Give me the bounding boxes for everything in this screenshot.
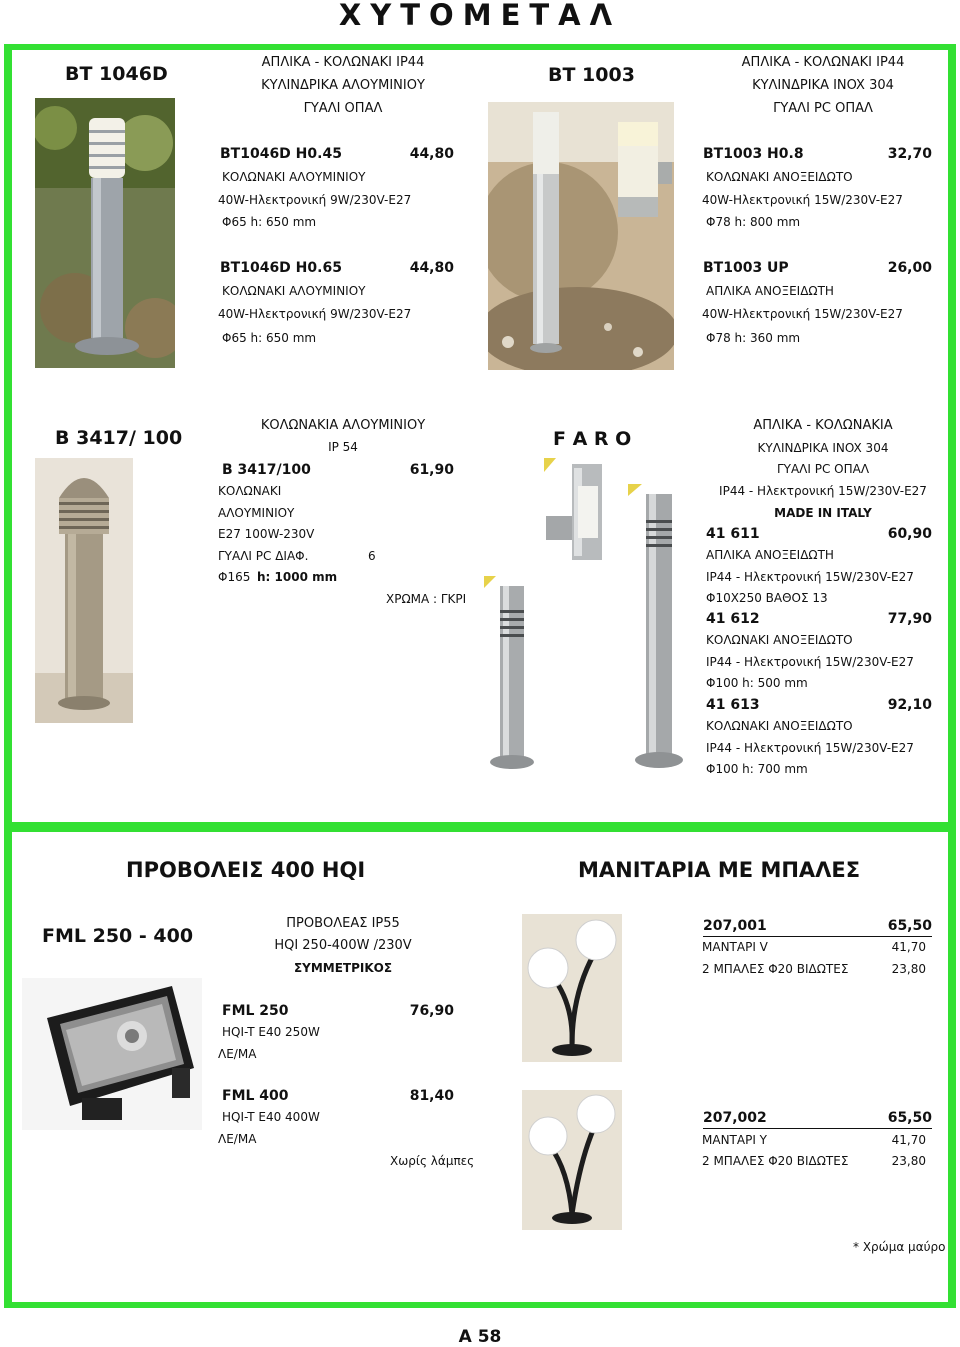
mushroom-item2-row1-label: ΜΑΝΤΑΡΙ Υ (702, 1133, 767, 1147)
page-title: ΧΥΤΟΜΕΤΑΛ (338, 0, 622, 32)
bt1003-item1-line3: Φ78 h: 800 mm (706, 215, 801, 229)
b3417-line2: ΑΛΟΥΜΙΝΙΟΥ (218, 506, 295, 520)
page-number: A 58 (458, 1327, 502, 1347)
bt1003-item2-line1: ΑΠΛΙΚΑ ΑΝΟΞΕΙΔΩΤΗ (706, 284, 834, 298)
b3417-line3: E27 100W-230V (218, 527, 315, 541)
mushroom-photo-y (522, 1090, 622, 1230)
faro-desc-2: ΚΥΛΙΝΔΡΙΚΑ INOX 304 (757, 441, 889, 455)
faro-item1-line2: IP44 - Ηλεκτρονική 15W/230V-E27 (706, 570, 914, 584)
bt1003-code: BT 1003 (548, 64, 635, 86)
faro-item2-price: 77,90 (887, 611, 932, 627)
mushroom-item1-row1-value: 41,70 (891, 940, 926, 954)
bt1046d-desc-1: ΑΠΛΙΚΑ - ΚΟΛΩΝΑΚΙ IP44 (261, 55, 425, 70)
b3417-code: B 3417/ 100 (55, 427, 183, 449)
faro-made-in: MADE IN ITALY (774, 506, 872, 520)
bt1003-photo (488, 102, 674, 370)
faro-item3-line1: ΚΟΛΩΝΑΚΙ ΑΝΟΞΕΙΔΩΤΟ (706, 719, 853, 733)
bt1003-item1-code: BT1003 H0.8 (703, 146, 804, 162)
faro-desc-1: ΑΠΛΙΚΑ - ΚΟΛΩΝΑΚΙΑ (753, 418, 893, 433)
faro-photo-wall (544, 458, 610, 564)
faro-item3-code: 41 613 (706, 697, 760, 713)
fml-no-lamps: Χωρίς λάμπες (390, 1154, 475, 1168)
faro-item1-line1: ΑΠΛΙΚΑ ΑΝΟΞΕΙΔΩΤΗ (706, 548, 834, 562)
frame-left (4, 44, 12, 1308)
mushroom-item2-row2-label: 2 ΜΠΑΛΕΣ Φ20 ΒΙΔΩΤΕΣ (702, 1154, 849, 1168)
fml-code: FML 250 - 400 (42, 925, 194, 947)
faro-item1-price: 60,90 (887, 526, 932, 542)
bt1046d-item2-code: BT1046D H0.65 (220, 260, 342, 276)
bt1046d-item1-line3: Φ65 h: 650 mm (222, 215, 317, 229)
b3417-item-code: B 3417/100 (222, 462, 311, 478)
bt1046d-desc-2: ΚΥΛΙΝΔΡΙΚΑ ΑΛΟΥΜΙΝΙΟΥ (261, 78, 425, 93)
bt1003-desc-2: ΚΥΛΙΝΔΡΙΚΑ INOX 304 (752, 78, 894, 93)
bt1003-item1-price: 32,70 (887, 146, 932, 162)
b3417-photo (35, 458, 133, 723)
bt1046d-item2-line3: Φ65 h: 650 mm (222, 331, 317, 345)
faro-item3-line3: Φ100 h: 700 mm (706, 762, 808, 776)
bt1046d-item1-code: BT1046D H0.45 (220, 146, 342, 162)
mushroom-item2-code: 207,002 (703, 1110, 767, 1126)
faro-item2-code: 41 612 (706, 611, 760, 627)
bt1046d-item1-line1: ΚΟΛΩΝΑΚΙ ΑΛΟΥΜΙΝΙΟΥ (222, 170, 366, 184)
faro-item3-line2: IP44 - Ηλεκτρονική 15W/230V-E27 (706, 741, 914, 755)
fml-item2-line1: HQI-T E40 400W (222, 1110, 320, 1124)
b3417-line1: ΚΟΛΩΝΑΚΙ (218, 484, 282, 498)
b3417-height: h: 1000 mm (257, 570, 338, 584)
frame-divider (4, 822, 956, 832)
b3417-desc-2: IP 54 (328, 440, 358, 454)
bt1003-desc-1: ΑΠΛΙΚΑ - ΚΟΛΩΝΑΚΙ IP44 (741, 55, 905, 70)
bt1003-desc-3: ΓΥΑΛΙ PC ΟΠΑΛ (773, 101, 873, 116)
fml-item2-line2: ΛΕ/ΜΑ (218, 1132, 257, 1146)
b3417-desc-1: ΚΟΛΩΝΑΚΙΑ ΑΛΟΥΜΙΝΙΟΥ (260, 418, 426, 433)
mushroom-item1-price: 65,50 (887, 918, 932, 934)
bt1046d-photo (35, 98, 175, 368)
frame-top (4, 44, 956, 50)
faro-code: F A R O (553, 428, 632, 450)
bt1003-item1-line1: ΚΟΛΩΝΑΚΙ ΑΝΟΞΕΙΔΩΤΟ (706, 170, 853, 184)
bt1046d-item2-line2: 40W-Ηλεκτρονική 9W/230V-E27 (218, 307, 412, 321)
frame-bottom (4, 1302, 956, 1308)
fml-item2-price: 81,40 (409, 1088, 454, 1104)
faro-photo-tall (628, 484, 688, 776)
bt1046d-item2-price: 44,80 (409, 260, 454, 276)
fml-item1-line1: HQI-T E40 250W (222, 1025, 320, 1039)
faro-item1-code: 41 611 (706, 526, 760, 542)
b3417-six: 6 (368, 549, 376, 563)
bt1046d-desc-3: ΓΥΑΛΙ ΟΠΑΛ (303, 101, 383, 116)
fml-section-title: ΠΡΟΒΟΛΕΙΣ 400 HQI (126, 858, 366, 882)
bt1046d-code: BT 1046D (65, 63, 168, 85)
b3417-price: 61,90 (409, 462, 454, 478)
mushroom-photo-v (522, 914, 622, 1062)
bt1003-item2-code: BT1003 UP (703, 260, 789, 276)
bt1046d-item1-price: 44,80 (409, 146, 454, 162)
mushroom-item1-underline (703, 936, 932, 937)
faro-item2-line2: IP44 - Ηλεκτρονική 15W/230V-E27 (706, 655, 914, 669)
mushroom-item2-price: 65,50 (887, 1110, 932, 1126)
mushroom-item2-row1-value: 41,70 (891, 1133, 926, 1147)
mushroom-section-title: ΜΑΝΙΤΑΡΙΑ ΜΕ ΜΠΑΛΕΣ (578, 858, 861, 882)
faro-desc-4: IP44 - Ηλεκτρονική 15W/230V-E27 (719, 484, 927, 498)
mushroom-item2-row2-value: 23,80 (891, 1154, 926, 1168)
fml-photo (22, 978, 202, 1130)
faro-item3-price: 92,10 (887, 697, 932, 713)
black-color-note: * Χρώμα μαύρο (853, 1240, 946, 1254)
faro-desc-3: ΓΥΑΛΙ PC ΟΠΑΛ (776, 462, 870, 476)
fml-desc-1: ΠΡΟΒΟΛΕΑΣ IP55 (286, 916, 400, 931)
bt1046d-item2-line1: ΚΟΛΩΝΑΚΙ ΑΛΟΥΜΙΝΙΟΥ (222, 284, 366, 298)
fml-item1-price: 76,90 (409, 1003, 454, 1019)
faro-photo-short (484, 576, 540, 776)
faro-item2-line3: Φ100 h: 500 mm (706, 676, 808, 690)
b3417-line4: ΓΥΑΛΙ PC ΔΙΑΦ. (218, 549, 309, 563)
faro-item2-line1: ΚΟΛΩΝΑΚΙ ΑΝΟΞΕΙΔΩΤΟ (706, 633, 853, 647)
faro-item1-line3: Φ10Χ250 ΒΑΘΟΣ 13 (706, 591, 828, 605)
mushroom-item2-underline (703, 1128, 932, 1129)
bt1003-item2-price: 26,00 (887, 260, 932, 276)
mushroom-item1-code: 207,001 (703, 918, 767, 934)
bt1003-item2-line2: 40W-Ηλεκτρονική 15W/230V-E27 (702, 307, 903, 321)
bt1046d-item1-line2: 40W-Ηλεκτρονική 9W/230V-E27 (218, 193, 412, 207)
fml-desc-2: HQI 250-400W /230V (274, 938, 412, 953)
fml-desc-3: ΣΥΜΜΕΤΡΙΚΟΣ (293, 961, 393, 975)
fml-item1-code: FML 250 (222, 1003, 289, 1019)
bt1003-item1-line2: 40W-Ηλεκτρονική 15W/230V-E27 (702, 193, 903, 207)
frame-right (948, 44, 956, 1308)
fml-item2-code: FML 400 (222, 1088, 289, 1104)
bt1003-item2-line3: Φ78 h: 360 mm (706, 331, 801, 345)
b3417-color: ΧΡΩΜΑ : ΓΚΡΙ (386, 592, 467, 606)
mushroom-item1-row1-label: ΜΑΝΤΑΡΙ V (702, 940, 768, 954)
b3417-line5: Φ165 (218, 570, 251, 584)
mushroom-item1-row2-value: 23,80 (891, 962, 926, 976)
mushroom-item1-row2-label: 2 ΜΠΑΛΕΣ Φ20 ΒΙΔΩΤΕΣ (702, 962, 849, 976)
fml-item1-line2: ΛΕ/ΜΑ (218, 1047, 257, 1061)
